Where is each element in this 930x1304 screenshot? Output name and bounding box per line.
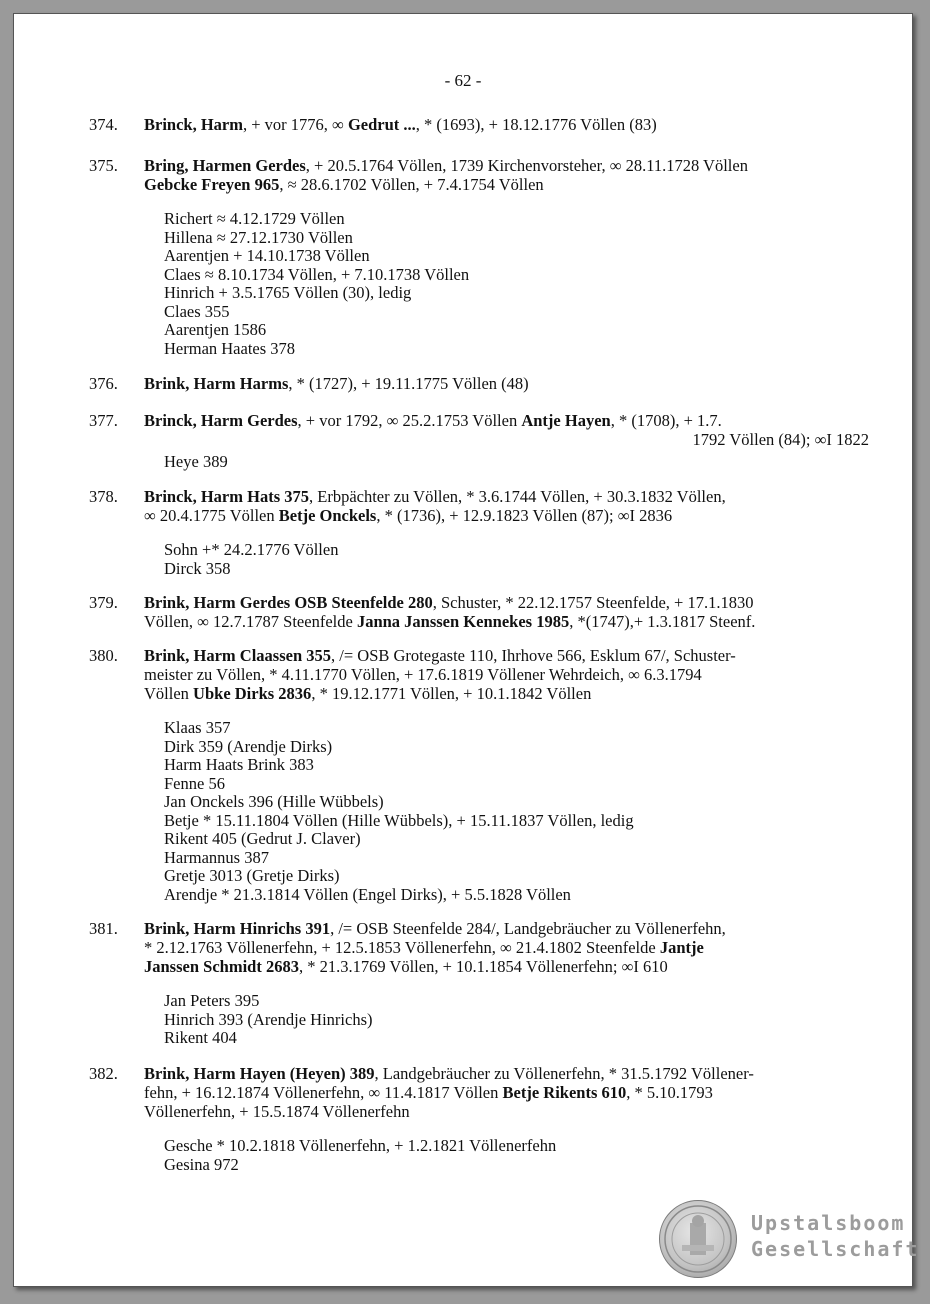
entry-text: , + 20.5.1764 Völlen, 1739 Kirchenvorsteher, ∞ 28.11.1728 Völlen — [305, 156, 748, 175]
person-name: Brinck, Harm Hats 375 — [144, 487, 309, 506]
entry-line — [144, 646, 869, 665]
child-item: Dirck 358 — [164, 558, 231, 578]
child-item: Claes 355 — [164, 301, 230, 321]
entry — [89, 646, 869, 904]
entry-line — [144, 684, 869, 703]
entry-line — [144, 612, 869, 631]
child-item: Gesina 972 — [164, 1154, 239, 1174]
entry-text: , Landgebräucher zu Völlenerfehn, * 31.5.1792 Völlener- — [374, 1064, 754, 1083]
entry-line — [144, 919, 869, 938]
entry-number: 378. — [89, 487, 118, 506]
wordmark-line-2: Gesellschaft — [751, 1237, 920, 1261]
person-name: Brink, Harm Hinrichs 391 — [144, 919, 331, 938]
entry-text: , Erbpächter zu Völlen, * 3.6.1744 Völlen, + 30.3.1832 Völlen, — [309, 487, 726, 506]
entry-body — [144, 411, 869, 472]
child-item: Aarentjen + 14.10.1738 Völlen — [164, 246, 370, 265]
child-item: Gesche * 10.2.1818 Völlenerfehn, + 1.2.1821 Völlenerfehn — [164, 1136, 557, 1155]
entry-text: Völlen — [144, 684, 194, 703]
entry-body — [144, 1064, 869, 1174]
children-list — [164, 992, 869, 1048]
entry-line — [144, 374, 869, 393]
person-name: Brink, Harm Claassen 355 — [144, 646, 332, 665]
child-item: Fenne 56 — [164, 773, 225, 793]
entry-text: , *(1747),+ 1.3.1817 Steenf. — [569, 612, 756, 631]
person-name: Betje Onckels — [278, 506, 377, 525]
children-list — [164, 453, 869, 472]
entry-text: , * 5.10.1793 — [626, 1083, 713, 1102]
entry-text: Völlen, ∞ 12.7.1787 Steenfelde — [144, 612, 357, 631]
entry-number: 374. — [89, 115, 118, 134]
child-item: Heye 389 — [164, 452, 228, 471]
society-wordmark — [751, 1210, 920, 1262]
entry-line — [144, 1083, 869, 1102]
upstalsboom-logo — [659, 1200, 920, 1276]
page-number: - 62 - — [444, 71, 482, 90]
child-item: Richert ≈ 4.12.1729 Völlen — [164, 209, 345, 228]
entry-number: 376. — [89, 374, 118, 393]
children-list — [164, 210, 869, 358]
entry — [89, 374, 869, 393]
person-name: Betje Rikents 610 — [502, 1083, 627, 1102]
entry-text: , * 21.3.1769 Völlen, + 10.1.1854 Völlenerfehn; ∞I 610 — [298, 957, 668, 976]
child-item: Aarentjen 1586 — [164, 320, 267, 339]
entry-text: , + vor 1776, ∞ — [243, 115, 348, 134]
person-name: Janssen Schmidt 2683 — [144, 957, 299, 976]
document-page — [13, 13, 920, 1287]
seal-icon — [659, 1200, 737, 1278]
person-name: Antje Hayen — [521, 411, 611, 430]
entry — [89, 115, 869, 134]
person-name: Brink, Harm Harms — [144, 374, 289, 393]
child-item: Hillena ≈ 27.12.1730 Völlen — [164, 227, 353, 247]
entry-text: Völlenerfehn, + 15.5.1874 Völlenerfehn — [144, 1102, 410, 1121]
person-name: Janna Janssen Kennekes 1985 — [356, 612, 570, 631]
entry-text: ∞ 20.4.1775 Völlen — [144, 506, 279, 525]
entry-line — [144, 156, 869, 175]
entry — [89, 1064, 869, 1174]
entry-line — [144, 593, 869, 612]
entry-line — [144, 411, 869, 430]
entry-number: 379. — [89, 593, 118, 612]
entry-line — [144, 957, 869, 976]
entry-text: fehn, + 16.12.1874 Völlenerfehn, ∞ 11.4.1817 Völlen — [144, 1083, 503, 1102]
entry-text: meister zu Völlen, * 4.11.1770 Völlen, + 17.6.1819 Völlener Wehrdeich, ∞ 6.3.1794 — [144, 665, 702, 684]
wordmark-line-1: Upstalsboom — [751, 1211, 906, 1235]
children-list — [164, 1137, 869, 1174]
person-name: Bring, Harmen Gerdes — [144, 156, 306, 175]
entry — [89, 411, 869, 472]
person-name: Brinck, Harm Gerdes — [144, 411, 298, 430]
entry-text: , * (1708), + 1.7. — [610, 411, 722, 430]
children-list — [164, 541, 869, 578]
entry-body — [144, 646, 869, 904]
entry-line — [144, 506, 869, 525]
entry-text: * 2.12.1763 Völlenerfehn, + 12.5.1853 Völlenerfehn, ∞ 21.4.1802 Steenfelde — [144, 938, 660, 957]
entry-text: , /= OSB Steenfelde 284/, Landgebräucher zu Völlenerfehn, — [330, 919, 726, 938]
entry-line — [144, 1102, 869, 1121]
entry-number: 377. — [89, 411, 118, 430]
entry-line — [144, 175, 869, 194]
entry-text: , ≈ 28.6.1702 Völlen, + 7.4.1754 Völlen — [279, 175, 544, 194]
entry — [89, 156, 869, 358]
entry-body — [144, 115, 869, 134]
child-item: Betje * 15.11.1804 Völlen (Hille Wübbels), + 15.11.1837 Völlen, ledig — [164, 810, 634, 830]
entry-body — [144, 593, 869, 631]
entry-number: 375. — [89, 156, 118, 175]
child-item: Jan Peters 395 — [164, 991, 260, 1010]
child-item: Rikent 405 (Gedrut J. Claver) — [164, 829, 361, 848]
entry-text: , /= OSB Grotegaste 110, Ihrhove 566, Esklum 67/, Schuster- — [331, 646, 736, 665]
child-item: Arendje * 21.3.1814 Völlen (Engel Dirks), + 5.5.1828 Völlen — [164, 884, 571, 904]
person-name: Gebcke Freyen 965 — [144, 175, 280, 194]
person-name: Ubke Dirks 2836 — [193, 684, 312, 703]
entry-line — [144, 487, 869, 506]
entry-body — [144, 374, 869, 393]
child-item: Claes ≈ 8.10.1734 Völlen, + 7.10.1738 Völlen — [164, 264, 470, 284]
child-item: Gretje 3013 (Gretje Dirks) — [164, 866, 340, 885]
child-item: Sohn +* 24.2.1776 Völlen — [164, 540, 339, 559]
child-item: Harmannus 387 — [164, 847, 269, 867]
person-name: Brink, Harm Hayen (Heyen) 389 — [144, 1064, 375, 1083]
entry-text: , * 19.12.1771 Völlen, + 10.1.1842 Völlen — [311, 684, 592, 703]
children-list — [164, 719, 869, 904]
entry-line — [144, 938, 869, 957]
entry-number: 382. — [89, 1064, 118, 1083]
entry-text: , * (1727), + 19.11.1775 Völlen (48) — [288, 374, 529, 393]
entry — [89, 919, 869, 1048]
entry — [89, 593, 869, 631]
child-item: Klaas 357 — [164, 718, 231, 737]
entry-body — [144, 919, 869, 1048]
entry-text: , Schuster, * 22.12.1757 Steenfelde, + 17.1.1830 — [432, 593, 754, 612]
child-item: Hinrich 393 (Arendje Hinrichs) — [164, 1009, 373, 1029]
entry-number: 381. — [89, 919, 118, 938]
entry-text: , * (1693), + 18.12.1776 Völlen (83) — [415, 115, 657, 134]
child-item: Herman Haates 378 — [164, 338, 296, 358]
child-item: Hinrich + 3.5.1765 Völlen (30), ledig — [164, 283, 412, 302]
entry-line — [144, 1064, 869, 1083]
child-item: Rikent 404 — [164, 1028, 237, 1047]
child-item: Jan Onckels 396 (Hille Wübbels) — [164, 792, 384, 811]
entry-body — [144, 487, 869, 578]
entry-text: , + vor 1792, ∞ 25.2.1753 Völlen — [297, 411, 522, 430]
person-name: Brinck, Harm — [144, 115, 243, 134]
entry-number: 380. — [89, 646, 118, 665]
person-name: Gedrut ... — [347, 115, 416, 134]
person-name: Jantje — [659, 938, 704, 957]
entry-body — [144, 156, 869, 358]
entry-line — [144, 665, 869, 684]
entry-line: 1792 Völlen (84); ∞I 1822 — [692, 430, 869, 449]
entry-line — [144, 115, 869, 134]
child-item: Harm Haats Brink 383 — [164, 755, 314, 774]
person-name: Brink, Harm Gerdes OSB Steenfelde 280 — [144, 593, 433, 612]
child-item: Dirk 359 (Arendje Dirks) — [164, 736, 333, 756]
entry — [89, 487, 869, 578]
entry-text: , * (1736), + 12.9.1823 Völlen (87); ∞I 2836 — [376, 506, 673, 525]
